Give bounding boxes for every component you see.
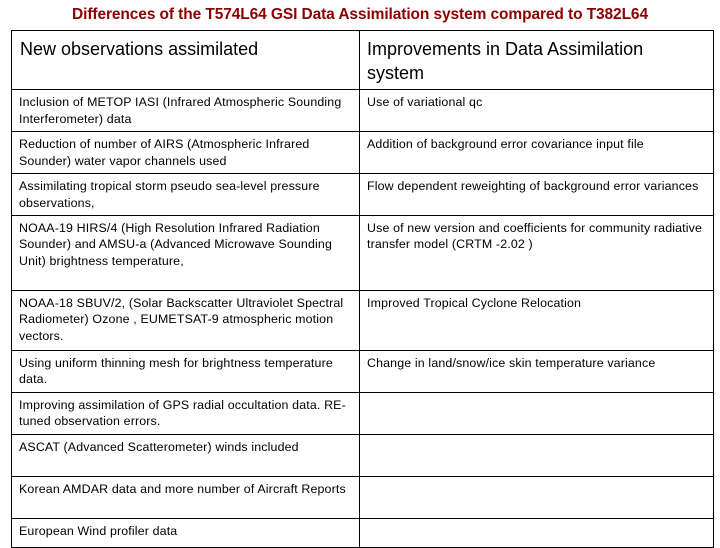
- improvement-cell: [360, 392, 714, 434]
- improvement-cell: [360, 476, 714, 518]
- table-row: [12, 132, 714, 174]
- observation-cell: NOAA-18 SBUV/2, (Solar Backscatter Ultraviolet Spectral Radiometer) Ozone , EUMETSAT-9 atmospheric motion vectors.: [12, 290, 360, 350]
- header-improvements: Improvements in Data Assimilation system: [360, 31, 714, 90]
- observation-cell: NOAA-19 HIRS/4 (High Resolution Infrared Radiation Sounder) and AMSU-a (Advanced Microwave Sounding Unit) brightness temperature,: [12, 215, 360, 290]
- improvement-cell: [360, 518, 714, 547]
- table-row: [12, 215, 714, 290]
- observation-cell: Korean AMDAR data and more number of Aircraft Reports: [12, 476, 360, 518]
- improvement-cell: Change in land/snow/ice skin temperature variance: [360, 350, 714, 392]
- improvement-cell: Addition of background error covariance input file: [360, 132, 714, 174]
- header-new-observations: New observations assimilated: [12, 31, 360, 90]
- improvement-cell: Use of new version and coefficients for community radiative transfer model (CRTM -2.02 ): [360, 215, 714, 290]
- table-header-row: [12, 31, 714, 90]
- comparison-table: [11, 30, 714, 548]
- observation-cell: Assimilating tropical storm pseudo sea-level pressure observations,: [12, 174, 360, 216]
- improvement-cell: [360, 434, 714, 476]
- observation-cell: Using uniform thinning mesh for brightness temperature data.: [12, 350, 360, 392]
- table-row: [12, 290, 714, 350]
- observation-cell: Reduction of number of AIRS (Atmospheric Infrared Sounder) water vapor channels used: [12, 132, 360, 174]
- observation-cell: Inclusion of METOP IASI (Infrared Atmospheric Sounding Interferometer) data: [12, 90, 360, 132]
- table-row: [12, 90, 714, 132]
- table-row: [12, 476, 714, 518]
- observation-cell: ASCAT (Advanced Scatterometer) winds included: [12, 434, 360, 476]
- improvement-cell: Flow dependent reweighting of background error variances: [360, 174, 714, 216]
- observation-cell: European Wind profiler data: [12, 518, 360, 547]
- table-row: [12, 518, 714, 547]
- table-row: [12, 392, 714, 434]
- table-row: [12, 174, 714, 216]
- improvement-cell: Improved Tropical Cyclone Relocation: [360, 290, 714, 350]
- table-row: [12, 434, 714, 476]
- improvement-cell: Use of variational qc: [360, 90, 714, 132]
- observation-cell: Improving assimilation of GPS radial occultation data. RE-tuned observation errors.: [12, 392, 360, 434]
- table-row: [12, 350, 714, 392]
- page-title: Differences of the T574L64 GSI Data Assimilation system compared to T382L64: [72, 6, 648, 23]
